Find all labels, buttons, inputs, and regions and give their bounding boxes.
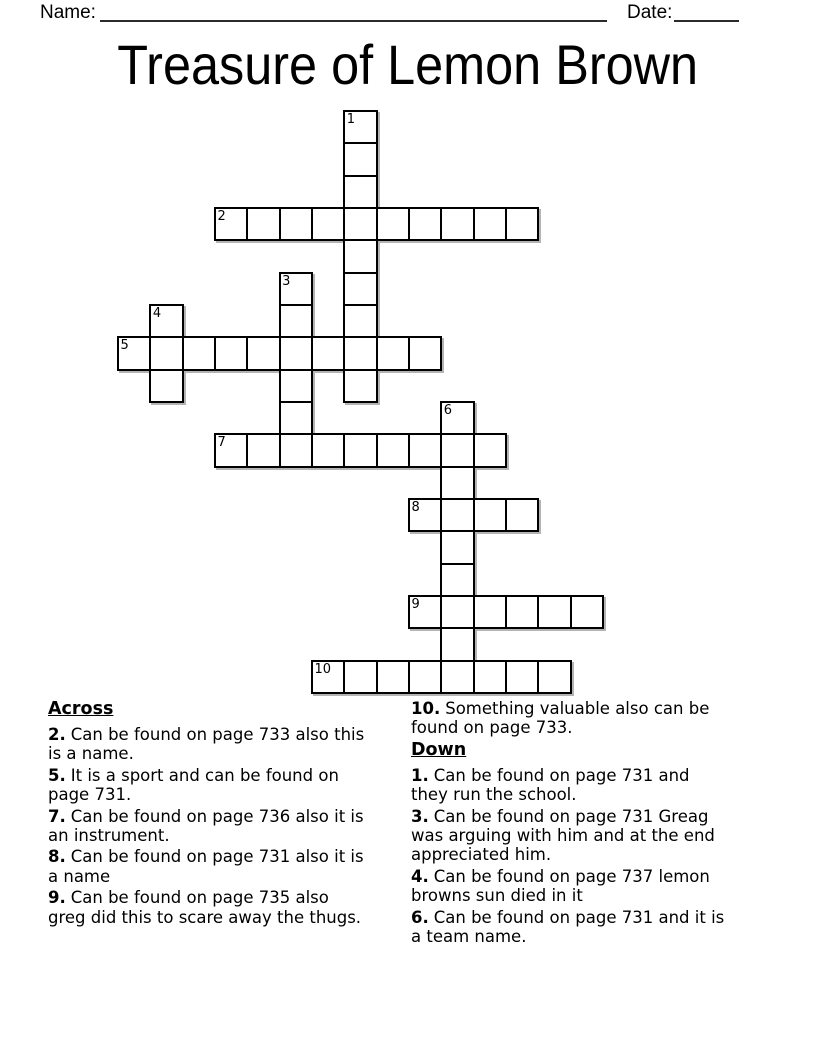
clue-line: 6. Can be found on page 731 and it is: [411, 907, 725, 927]
clue-across-5: [48, 766, 403, 805]
crossword-cell[interactable]: [440, 595, 474, 629]
crossword-cell[interactable]: [505, 498, 539, 532]
crossword-cell[interactable]: [440, 563, 474, 597]
crossword-cell[interactable]: [343, 660, 377, 694]
clue-line: appreciated him.: [411, 845, 552, 865]
crossword-cell[interactable]: [246, 336, 280, 370]
clue-across-7: [48, 807, 403, 846]
crossword-cell[interactable]: [440, 466, 474, 500]
cell-number: 1: [346, 112, 356, 127]
clue-line: an instrument.: [48, 826, 170, 846]
crossword-cell[interactable]: [408, 660, 442, 694]
cell-number: 9: [411, 596, 420, 612]
title-wrap: [0, 33, 816, 96]
crossword-cell[interactable]: [343, 433, 377, 467]
clue-line: was arguing with him and at the end: [411, 826, 715, 846]
crossword-cell[interactable]: [408, 433, 442, 467]
date-write-line[interactable]: [674, 20, 739, 22]
crossword-cell[interactable]: [376, 433, 410, 467]
clue-across-10: [411, 699, 771, 738]
crossword-cell[interactable]: [279, 336, 313, 370]
page-title: Treasure of Lemon Brown: [117, 33, 699, 96]
clue-number: 7.: [48, 806, 66, 826]
clue-number: 5.: [48, 765, 66, 785]
clue-line: 8. Can be found on page 731 also it is: [48, 847, 364, 867]
clue-line: is a name.: [48, 744, 134, 764]
clue-line: a team name.: [411, 927, 527, 947]
clue-number: 9.: [48, 888, 66, 908]
crossword-cell[interactable]: [343, 142, 377, 176]
crossword-cell[interactable]: [246, 433, 280, 467]
crossword-cell[interactable]: [440, 660, 474, 694]
crossword-cell[interactable]: [279, 304, 313, 338]
clue-down-3: [411, 807, 771, 865]
clue-number: 4.: [411, 866, 429, 886]
crossword-cell[interactable]: [343, 239, 377, 273]
crossword-cell[interactable]: [182, 336, 216, 370]
clue-number: 2.: [48, 725, 66, 744]
clue-line: 10. Something valuable also can be: [411, 699, 710, 718]
clue-across-8: [48, 847, 403, 886]
clue-number: 8.: [48, 847, 66, 867]
crossword-cell[interactable]: [505, 660, 539, 694]
crossword-cell[interactable]: [473, 207, 507, 241]
clue-line: 1. Can be found on page 731 and: [411, 765, 690, 785]
clues-heading-across: Across: [48, 699, 114, 719]
clue-line: 7. Can be found on page 736 also it is: [48, 806, 364, 826]
clues-column-left: [48, 699, 403, 929]
crossword-cell[interactable]: [311, 207, 345, 241]
clue-line: 9. Can be found on page 735 also: [48, 888, 329, 908]
clues-column-right: [411, 699, 771, 948]
name-label: Name:: [40, 2, 96, 23]
clue-number: 3.: [411, 806, 429, 826]
crossword-cell[interactable]: [440, 498, 474, 532]
crossword-cell[interactable]: [537, 660, 571, 694]
crossword-cell[interactable]: [570, 595, 604, 629]
clue-down-4: [411, 867, 771, 906]
cell-number: 7: [217, 435, 226, 451]
crossword-cell[interactable]: [473, 595, 507, 629]
clue-across-9: [48, 888, 403, 927]
clue-number: 10.: [411, 699, 441, 718]
crossword-cell[interactable]: [537, 595, 571, 629]
clue-line: 5. It is a sport and can be found on: [48, 765, 339, 785]
clue-line: page 731.: [48, 785, 132, 805]
crossword-cell[interactable]: [279, 369, 313, 403]
clue-line: browns sun died in it: [411, 886, 583, 906]
cell-number: 4: [152, 305, 162, 321]
clue-across-2: [48, 725, 403, 764]
crossword-cell[interactable]: [376, 207, 410, 241]
crossword-cell[interactable]: [279, 207, 313, 241]
crossword-cell[interactable]: [440, 627, 474, 661]
clue-line: 2. Can be found on page 733 also this: [48, 725, 365, 744]
crossword-cell[interactable]: [149, 336, 183, 370]
crossword-cell[interactable]: [311, 336, 345, 370]
cell-number: 6: [443, 402, 453, 418]
crossword-cell[interactable]: [505, 595, 539, 629]
crossword-cell[interactable]: [473, 660, 507, 694]
clue-line: found on page 733.: [411, 718, 573, 738]
clue-line: a name: [48, 866, 111, 886]
crossword-cell[interactable]: [505, 207, 539, 241]
crossword-cell[interactable]: [473, 498, 507, 532]
cell-number: 8: [411, 499, 420, 515]
crossword-cell[interactable]: [408, 207, 442, 241]
clue-line: 4. Can be found on page 737 lemon: [411, 866, 710, 886]
clues-heading-down: Down: [411, 739, 467, 760]
crossword-cell[interactable]: [343, 369, 377, 403]
crossword-cell[interactable]: [343, 336, 377, 370]
date-label: Date:: [627, 2, 673, 23]
crossword-cell[interactable]: [149, 369, 183, 403]
crossword-cell[interactable]: [279, 433, 313, 467]
crossword-cell[interactable]: [440, 207, 474, 241]
clue-down-1: [411, 766, 771, 805]
crossword-cell[interactable]: [279, 401, 313, 435]
crossword-cell[interactable]: [440, 433, 474, 467]
crossword-cell[interactable]: [376, 336, 410, 370]
cell-number: 5: [120, 338, 129, 354]
crossword-cell[interactable]: [311, 433, 345, 467]
cell-number: 2: [217, 208, 226, 224]
clue-number: 6.: [411, 907, 429, 927]
cell-number: 10: [314, 661, 332, 677]
crossword-cell[interactable]: [214, 336, 248, 370]
cell-number: 3: [282, 273, 291, 289]
clue-line: they run the school.: [411, 785, 577, 805]
clue-down-6: [411, 908, 771, 947]
crossword-cell[interactable]: [246, 207, 280, 241]
crossword-cell[interactable]: [343, 272, 377, 306]
name-write-line[interactable]: [100, 20, 607, 22]
crossword-cell[interactable]: [440, 530, 474, 564]
clue-number: 1.: [411, 765, 429, 785]
crossword-cell[interactable]: [343, 175, 377, 209]
clue-line: greg did this to scare away the thugs.: [48, 907, 362, 927]
crossword-grid: [117, 110, 605, 695]
clue-line: 3. Can be found on page 731 Greag: [411, 806, 709, 826]
crossword-cell[interactable]: [343, 304, 377, 338]
crossword-cell[interactable]: [376, 660, 410, 694]
crossword-cell[interactable]: [408, 336, 442, 370]
crossword-cell[interactable]: [343, 207, 377, 241]
crossword-cell[interactable]: [473, 433, 507, 467]
